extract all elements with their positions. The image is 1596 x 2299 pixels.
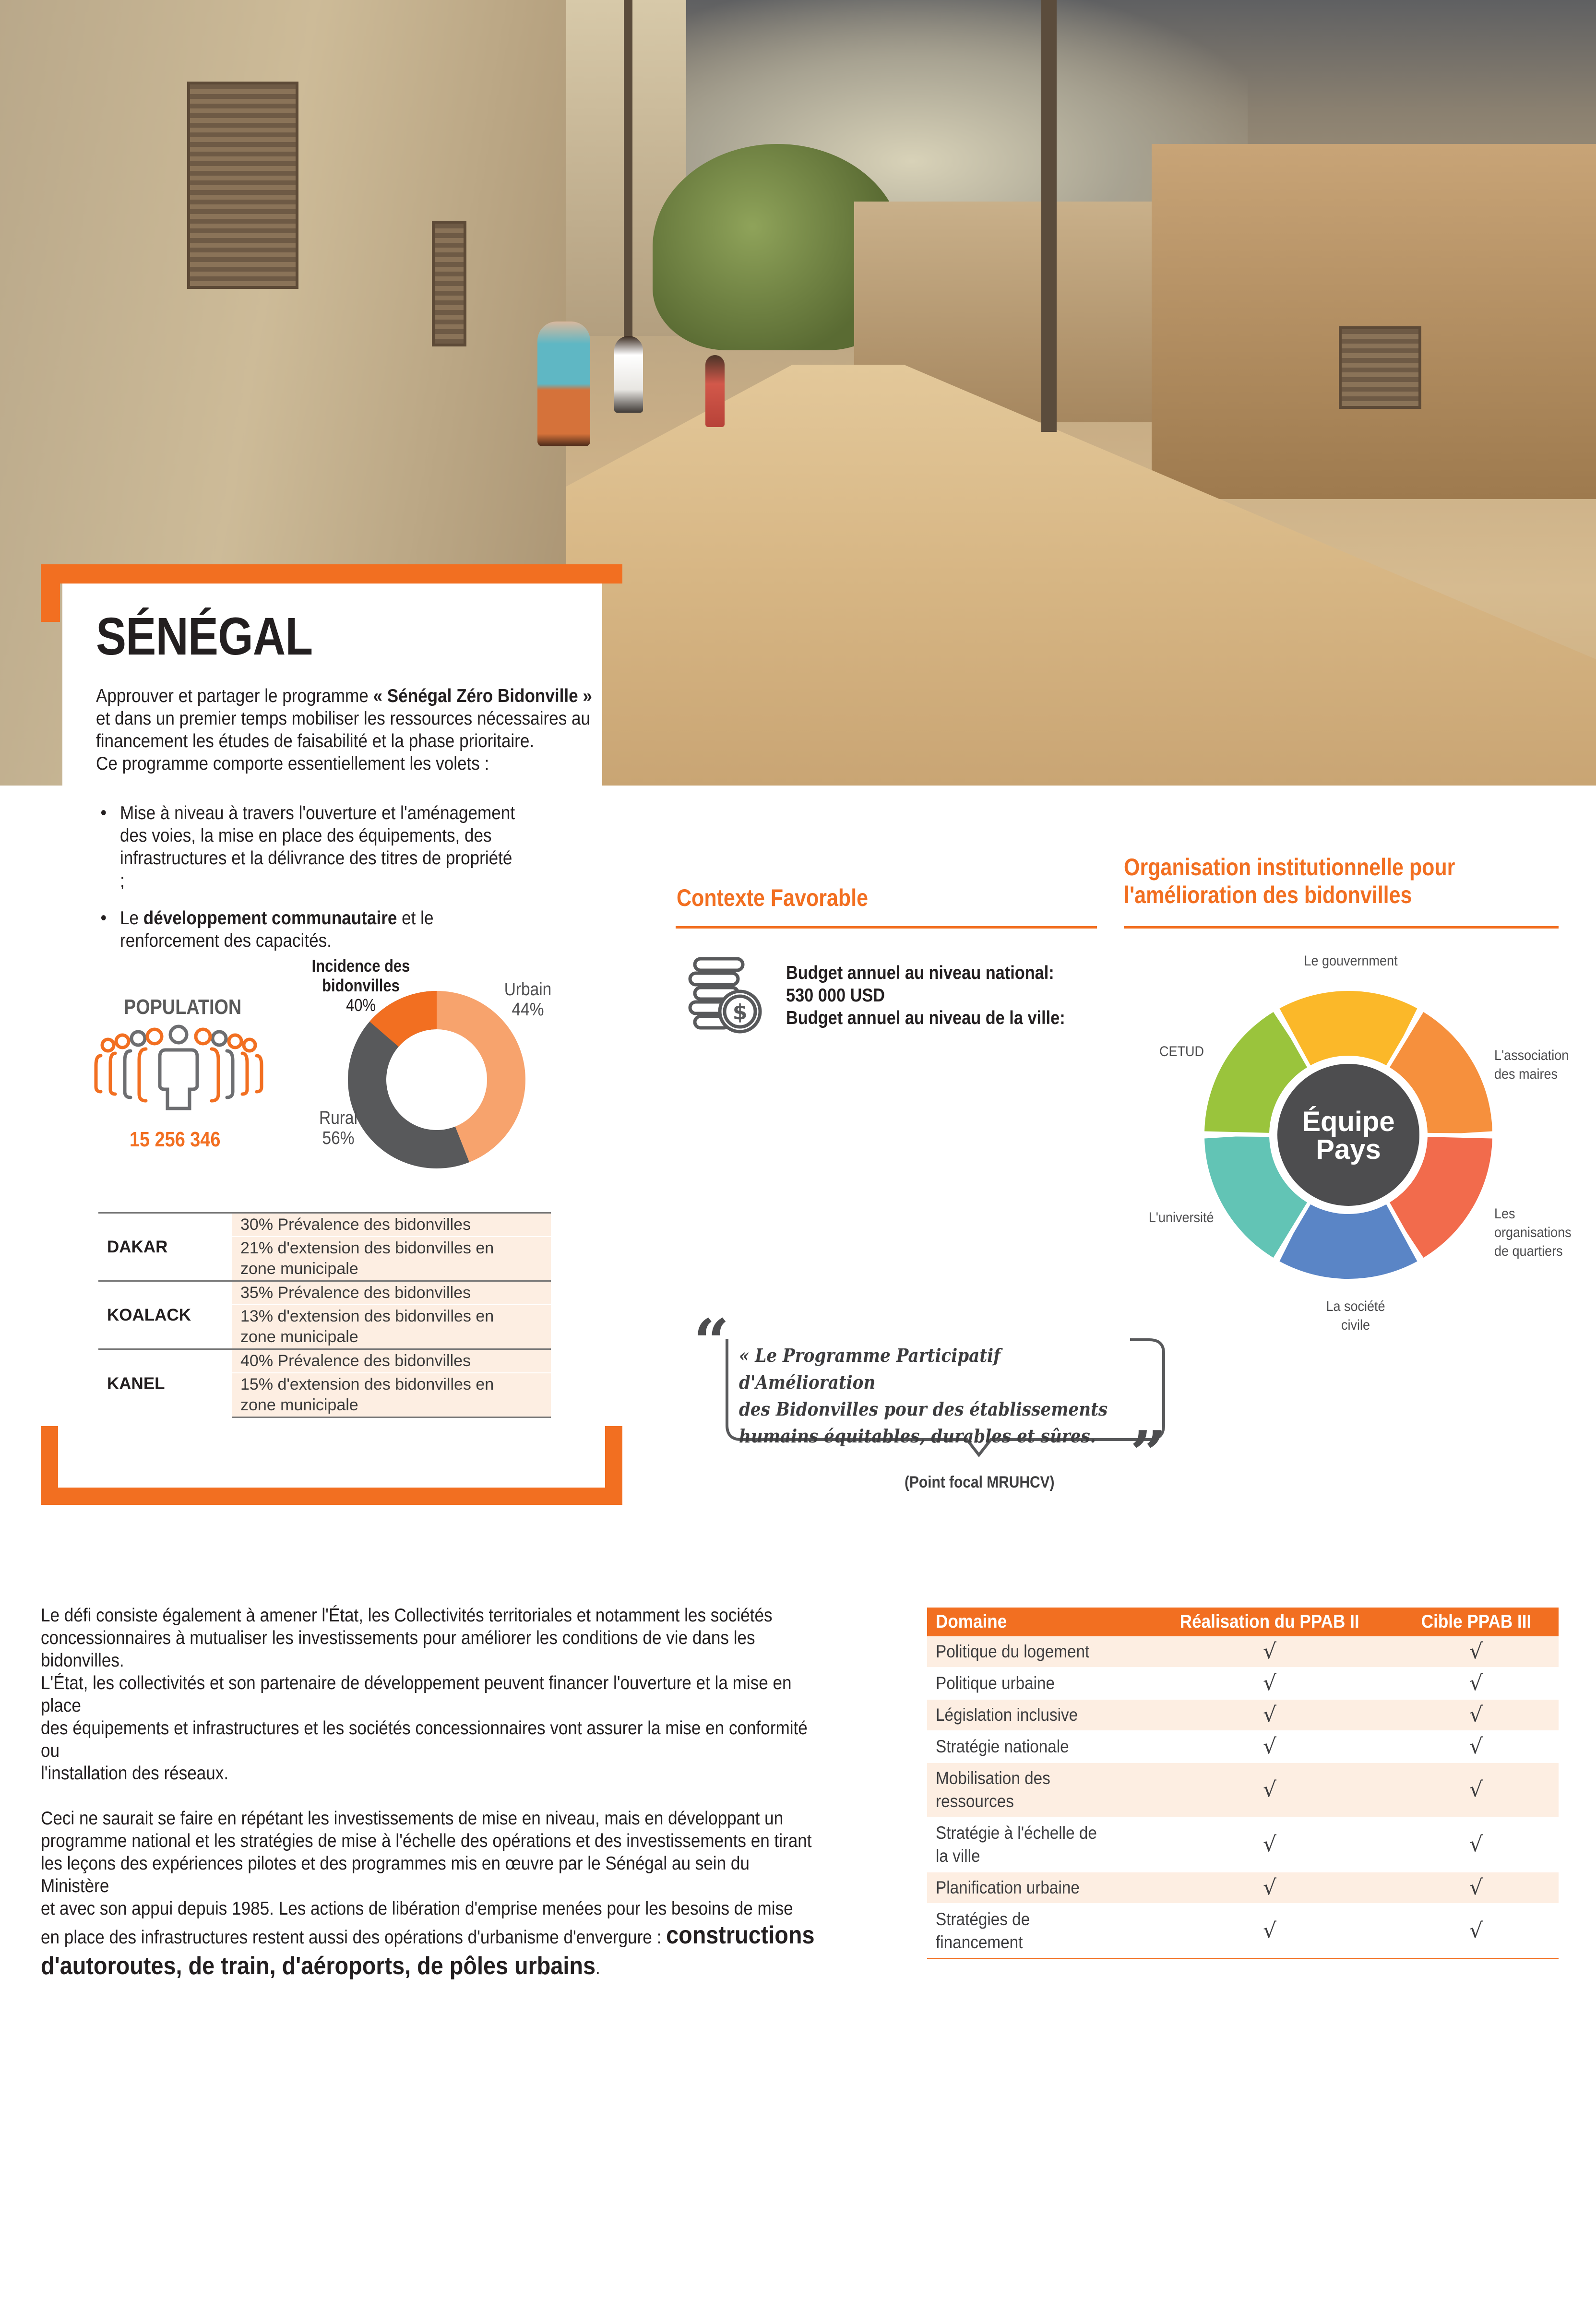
- table-header-row: [927, 1608, 1559, 1636]
- population-value: 15 256 346: [130, 1128, 221, 1151]
- table-row: [98, 1281, 551, 1305]
- table-row: [927, 1817, 1559, 1872]
- people-group-icon: [96, 1027, 262, 1111]
- ppab3-check: √: [1394, 1668, 1559, 1699]
- domain-cell: Stratégie nationale: [927, 1731, 1146, 1763]
- ppab2-check: √: [1146, 1731, 1394, 1763]
- ppab2-check: √: [1146, 1872, 1394, 1904]
- table-row: [927, 1699, 1559, 1731]
- quote-line: humains équitables, durables et sûres.: [739, 1425, 1096, 1447]
- ppab2-check: √: [1146, 1636, 1394, 1668]
- slice-value-urbain: 44%: [512, 1000, 544, 1020]
- domain-cell: Politique urbaine: [927, 1668, 1146, 1699]
- wheel-center-line1: Équipe: [1302, 1106, 1395, 1137]
- quote-line: des Bidonvilles pour des établissements: [739, 1398, 1108, 1420]
- hero-person: [614, 336, 643, 413]
- region-extension: 21% d'extension des bidonvilles en zone municipale: [232, 1237, 551, 1281]
- highlight-text: d'autoroutes, de train, d'aéroports, de pôles urbains: [41, 1952, 596, 1980]
- ppab3-check: √: [1394, 1699, 1559, 1731]
- chart-title: [303, 956, 419, 976]
- org-label-maires: L'association des maires: [1494, 1048, 1569, 1082]
- intro-line: financement les études de faisabilité et la phase prioritaire.: [96, 731, 535, 751]
- bullet-item: • Le développement communautaire et le renforcement des capacités.: [120, 907, 517, 952]
- quote-source: (Point focal MRUHCV): [905, 1473, 1055, 1491]
- org-title-line: Organisation institutionnelle pour: [1124, 854, 1455, 881]
- budget-info: [786, 962, 1065, 1029]
- ppab3-check: √: [1394, 1731, 1559, 1763]
- org-label-quartiers: Les organisations de quartiers: [1494, 1206, 1572, 1259]
- domain-table: [927, 1608, 1559, 1959]
- region-name: DAKAR: [98, 1213, 232, 1281]
- population-label: POPULATION: [124, 995, 242, 1019]
- table-row: [927, 1872, 1559, 1904]
- table-row: [98, 1349, 551, 1373]
- region-name: KANEL: [98, 1349, 232, 1418]
- regions-table: [98, 1212, 551, 1418]
- ppab2-check: √: [1146, 1763, 1394, 1817]
- col-header-ppab2: Réalisation du PPAB II: [1146, 1608, 1394, 1636]
- org-label-universite: L'université: [1148, 1210, 1214, 1226]
- intro-line: et dans un premier temps mobiliser les ressources nécessaires au: [96, 708, 591, 729]
- context-title: Contexte Favorable: [677, 884, 869, 911]
- bullet-item: • Mise à niveau à travers l'ouverture et l'aménagement des voies, la mise en place des équipements, des infrastructures et la délivrance des titres de propriété ;: [120, 802, 517, 892]
- hero-shutter: [432, 221, 466, 346]
- chart-title-2: bidonvilles: [322, 976, 400, 995]
- chart-center-value: 40%: [346, 995, 376, 1015]
- ppab3-check: √: [1394, 1872, 1559, 1904]
- table-row: [927, 1763, 1559, 1817]
- org-label-gouvernment: Le gouvernment: [1304, 953, 1398, 969]
- domain-cell: Stratégies de financement: [927, 1904, 1146, 1959]
- city-budget-label: Budget annuel au niveau de la ville:: [786, 1008, 1065, 1028]
- svg-text:$: $: [732, 1000, 748, 1024]
- table-row: [98, 1213, 551, 1237]
- divider: [1124, 926, 1559, 929]
- slice-label-urbain: Urbain: [504, 979, 552, 1000]
- table-row: [927, 1636, 1559, 1668]
- ppab2-check: √: [1146, 1817, 1394, 1872]
- intro-line: Approuver et partager le programme: [96, 686, 373, 706]
- region-prevalence: 35% Prévalence des bidonvilles: [232, 1281, 551, 1305]
- open-quote-icon: “: [693, 1305, 729, 1379]
- domain-cell: Planification urbaine: [927, 1872, 1146, 1904]
- national-budget-label: Budget annuel au niveau national:: [786, 963, 1054, 983]
- region-name: KOALACK: [98, 1281, 232, 1349]
- card-frame: [41, 564, 60, 622]
- slice-label-rural: Rural: [319, 1108, 357, 1128]
- highlight-text: constructions: [666, 1921, 815, 1949]
- domain-cell: Législation inclusive: [927, 1699, 1146, 1731]
- card-frame: [41, 1488, 622, 1505]
- national-budget-value: 530 000 USD: [786, 985, 885, 1006]
- col-header-domaine: Domaine: [927, 1608, 1146, 1636]
- ppab2-check: √: [1146, 1668, 1394, 1699]
- domain-cell: Mobilisation des ressources: [927, 1763, 1146, 1817]
- wheel-segment: [1280, 991, 1417, 1065]
- ppab2-check: √: [1146, 1699, 1394, 1731]
- org-title: [1124, 853, 1455, 909]
- ppab3-check: √: [1394, 1904, 1559, 1959]
- hero-shutter: [1339, 326, 1421, 409]
- domain-cell: Stratégie à l'échelle de la ville: [927, 1817, 1146, 1872]
- card-frame: [41, 1426, 58, 1505]
- ppab2-check: √: [1146, 1904, 1394, 1959]
- page-title: SÉNÉGAL: [96, 607, 313, 666]
- close-quote-icon: ”: [1130, 1417, 1166, 1490]
- ppab3-check: √: [1394, 1636, 1559, 1668]
- region-prevalence: 30% Prévalence des bidonvilles: [232, 1213, 551, 1237]
- table-row: [927, 1668, 1559, 1699]
- quote-text: [739, 1342, 1128, 1450]
- body-paragraphs: [41, 1604, 818, 2004]
- region-prevalence: 40% Prévalence des bidonvilles: [232, 1349, 551, 1373]
- card-frame: [41, 564, 622, 584]
- hero-pole: [624, 0, 632, 365]
- org-label-societe-civile: La société civile: [1326, 1298, 1385, 1333]
- region-extension: 13% d'extension des bidonvilles en zone municipale: [232, 1305, 551, 1349]
- org-title-line: l'amélioration des bidonvilles: [1124, 881, 1412, 908]
- quote-line: « Le Programme Participatif d'Amélioration: [739, 1345, 1000, 1393]
- bullet-list: [120, 802, 565, 967]
- card-frame: [605, 1426, 622, 1505]
- coins-money-icon: [686, 955, 763, 1041]
- hero-person: [705, 355, 725, 427]
- table-row: [927, 1904, 1559, 1959]
- divider: [676, 926, 1097, 929]
- wheel-segment: [1280, 1204, 1417, 1279]
- ppab3-check: √: [1394, 1817, 1559, 1872]
- intro-line: Ce programme comporte essentiellement les volets :: [96, 753, 489, 774]
- region-extension: 15% d'extension des bidonvilles en zone municipale: [232, 1373, 551, 1418]
- table-row: [927, 1731, 1559, 1763]
- intro-text: [96, 685, 593, 775]
- wheel-center-line2: Pays: [1316, 1134, 1381, 1165]
- hero-shutter: [187, 82, 298, 289]
- chart-title-line: Incidence des: [311, 956, 410, 976]
- hero-building-far-right: [1152, 144, 1596, 499]
- ppab3-check: √: [1394, 1763, 1559, 1817]
- paragraph: Le défi consiste également à amener l'État, les Collectivités territoriales et notamment les sociétés concessionnaires à mutualiser les investissements pour améliorer les conditions de vie dans les bidonvilles. L'État, les collectivités et son partenaire de développement peuvent financer l'ouverture et la mise en place des équipements et infrastructures et les sociétés concessionnaires vont assurer la mise en conformité ou l'installation des réseaux.: [41, 1605, 808, 1784]
- org-label-cetud: CETUD: [1159, 1044, 1204, 1060]
- domain-cell: Politique du logement: [927, 1636, 1146, 1668]
- hero-person: [537, 322, 590, 446]
- program-name: « Sénégal Zéro Bidonville »: [373, 686, 592, 706]
- paragraph: Ceci ne saurait se faire en répétant les investissements de mise en niveau, mais en développant un programme national et les stratégies de mise à l'échelle des opérations et des investissements en tirant les leçons des expériences pilotes et des programmes mis en œuvre par le Sénégal au sein du Ministère et avec son appui depuis 1985. Les actions de libération d'emprise menées pour les besoins de mise en place des infrastructures restent aussi des opérations d'urbanisme d'envergure : constructions d'autoroutes, de train, d'aéroports, de pôles urbains.: [41, 1808, 815, 1980]
- col-header-ppab3: Cible PPAB III: [1394, 1608, 1559, 1636]
- organisation-wheel-diagram: [1200, 986, 1497, 1284]
- hero-pole: [1041, 0, 1057, 432]
- slice-value-rural: 56%: [322, 1128, 355, 1148]
